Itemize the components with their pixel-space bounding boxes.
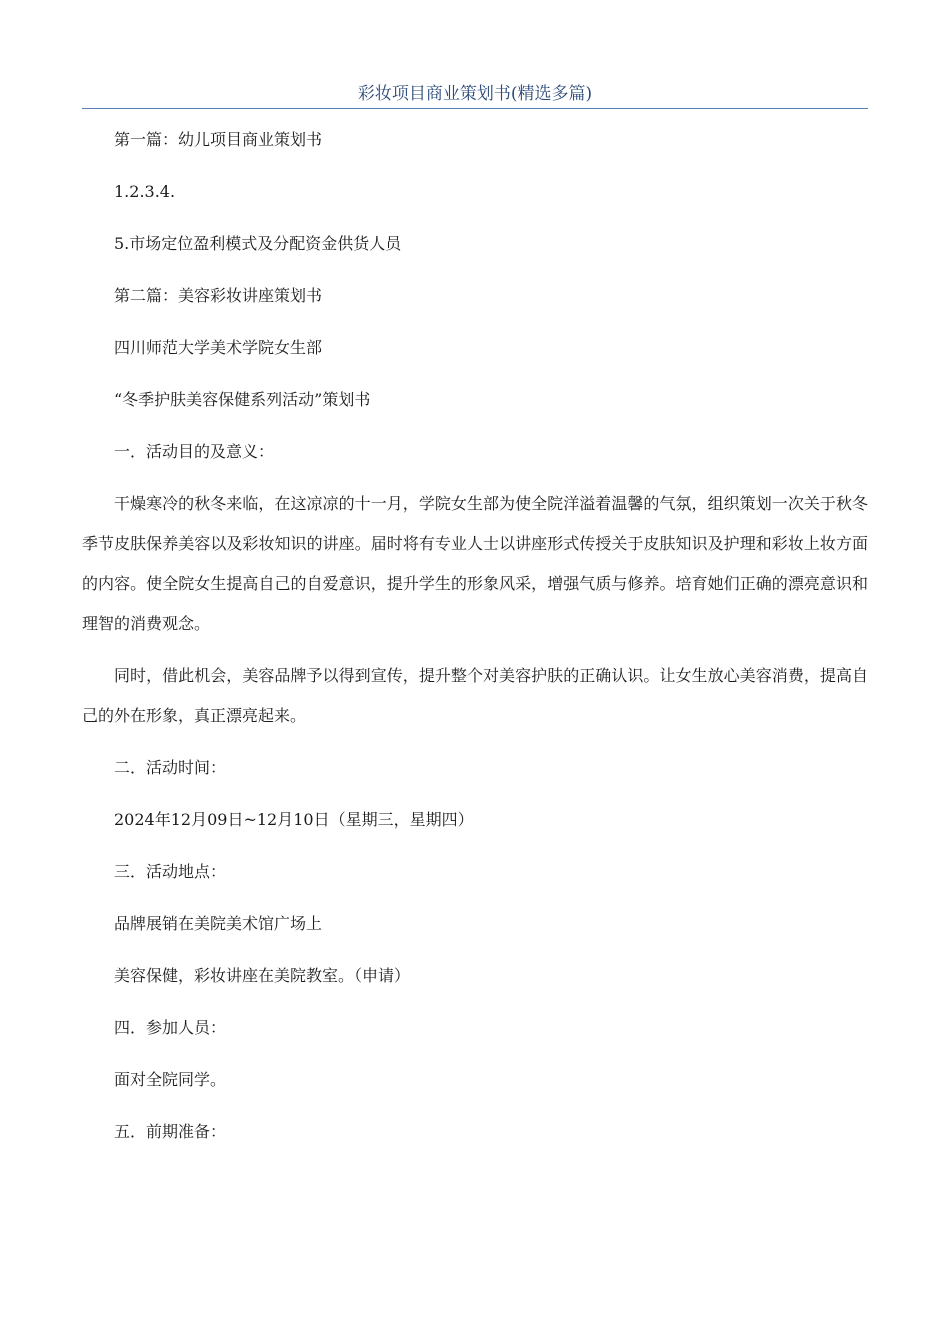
section-heading-part-two: 第二篇：美容彩妆讲座策划书 [114, 286, 323, 305]
page-header-title: 彩妆项目商业策划书(精选多篇) [357, 84, 593, 104]
heading-purpose: 一．活动目的及意义： [114, 442, 275, 461]
plan-title-line: “冬季护肤美容保健系列活动”策划书 [114, 390, 371, 409]
organization-line: 四川师范大学美术学院女生部 [114, 338, 323, 357]
paragraph-promotion: 同时，借此机会，美容品牌予以得到宣传，提升整个对美容护肤的正确认识。让女生放心美容消费，提高自己的外在形象，真正漂亮起来。 [82, 666, 868, 725]
text-line: 1.2.3.4. [114, 182, 176, 201]
heading-preparation: 五．前期准备： [114, 1122, 227, 1141]
text-participants: 面对全院同学。 [114, 1070, 227, 1089]
header-divider [82, 108, 868, 109]
document-body [82, 120, 868, 1164]
paragraph-purpose: 干燥寒冷的秋冬来临，在这凉凉的十一月，学院女生部为使全院洋溢着温馨的气氛，组织策划一次关于秋冬季节皮肤保养美容以及彩妆知识的讲座。届时将有专业人士以讲座形式传授关于皮肤知识及护理和彩妆上妆方面的内容。使全院女生提高自己的自爱意识，提升学生的形象风采，增强气质与修养。培育她们正确的漂亮意识和理智的消费观念。 [82, 494, 868, 633]
text-location-lecture: 美容保健，彩妆讲座在美院教室。（申请） [114, 966, 411, 985]
section-heading-part-one: 第一篇：幼儿项目商业策划书 [114, 130, 323, 149]
heading-participants: 四．参加人员： [114, 1018, 227, 1037]
heading-location: 三．活动地点： [114, 862, 227, 881]
text-line: 5.市场定位盈利模式及分配资金供货人员 [114, 234, 402, 253]
text-location-exhibit: 品牌展销在美院美术馆广场上 [114, 914, 323, 933]
text-date-range: 2024年12月09日~12月10日（星期三，星期四） [114, 810, 474, 829]
heading-time: 二．活动时间： [114, 758, 227, 777]
